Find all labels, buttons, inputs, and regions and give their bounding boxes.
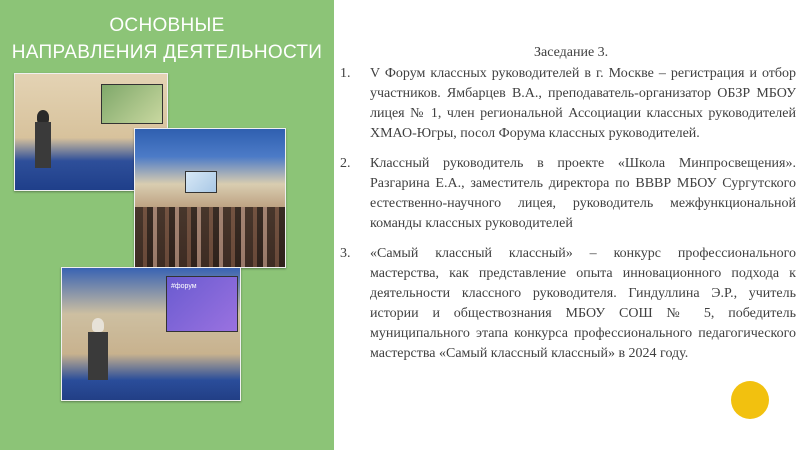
agenda-item-text: V Форум классных руководителей в г. Москве – регистрация и отбор участников. Ямбарцев В.А., преподаватель-организатор ОБЗР МБОУ лицея № 1, член региональной Ассоциации классных руководителей ХМАО-Югры, посол Форума классных руководителей. <box>370 66 796 141</box>
agenda-item-number: 1. <box>340 66 351 81</box>
agenda-item <box>340 244 796 364</box>
agenda-item-text: «Самый классный классный» – конкурс профессионального мастерства, как представление опыта инновационного подхода к деятельности классного руководителя. Гиндуллина Э.Р., учитель истории и обществознания МБОУ СОШ № 5, победитель муниципального этапа конкурса профессионального педагогического мастерства «Самый классный классный» в 2024 году. <box>370 246 796 361</box>
slide-title-line-2: НАПРАВЛЕНИЯ ДЕЯТЕЛЬНОСТИ <box>11 42 323 63</box>
agenda-item <box>340 154 796 234</box>
projector-screen <box>101 84 163 124</box>
projector-screen <box>166 276 238 332</box>
agenda-item <box>340 64 796 144</box>
decorative-circle <box>731 381 769 419</box>
sidebar-panel <box>0 0 334 450</box>
podium <box>35 122 51 168</box>
agenda-list <box>340 64 796 374</box>
session-title: Заседание 3. <box>534 45 609 60</box>
photo-audience <box>134 128 286 268</box>
screen-caption: #форум <box>171 283 197 290</box>
projector-screen <box>185 171 217 193</box>
podium <box>88 332 108 380</box>
slide-title-line-1: ОСНОВНЫЕ <box>109 15 225 36</box>
agenda-item-number: 2. <box>340 156 351 171</box>
speaker-figure <box>92 318 104 332</box>
agenda-item-number: 3. <box>340 246 351 261</box>
agenda-item-text: Классный руководитель в проекте «Школа Минпросвещения». Разгарина Е.А., заместитель директора по ВВВР МБОУ Сургутского естественно-научного лицея, руководитель межфункциональной команды классных руководителей <box>370 156 796 231</box>
photo-forum-speaker <box>61 267 241 401</box>
slide-title <box>0 12 334 66</box>
audience-rows <box>135 207 285 267</box>
